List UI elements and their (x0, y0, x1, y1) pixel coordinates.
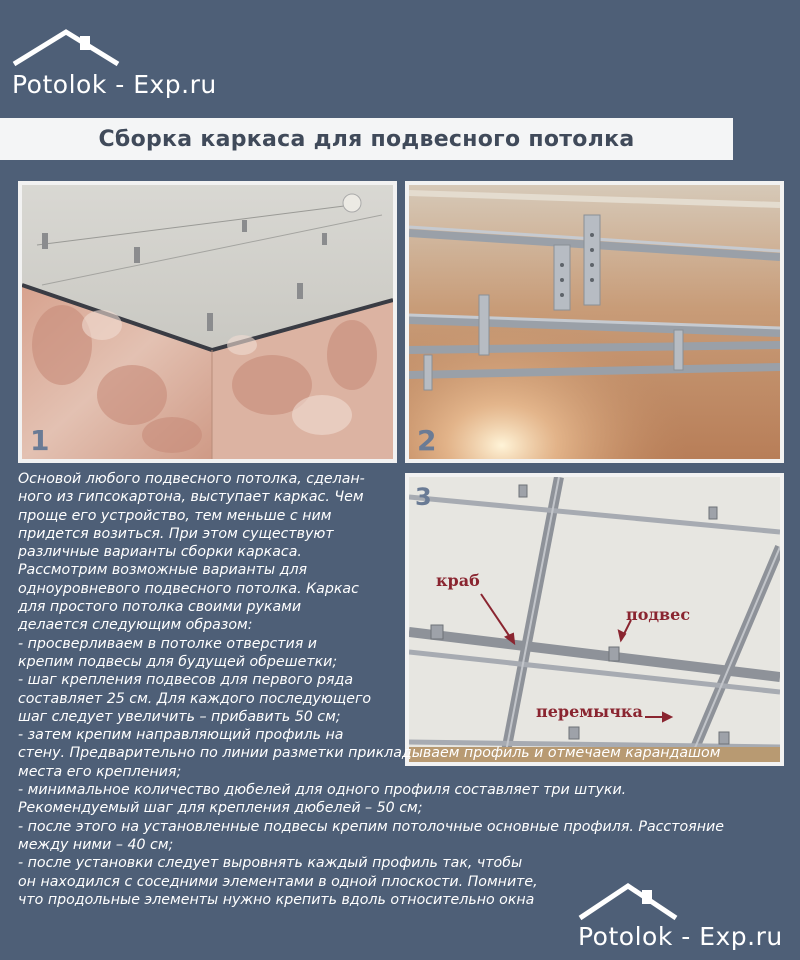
label-hanger: подвес (626, 605, 691, 624)
site-logo-footer[interactable] (578, 882, 783, 951)
article-line: между ними – 40 см; (18, 836, 174, 853)
article-line: - после установки следует выровнять каждый профиль так, чтобы (18, 855, 523, 872)
article-line: стену. Предварительно по линии разметки прикладываем профиль и отмечаем карандашом (18, 745, 721, 762)
article-line: он находился с соседними элементами в одной плоскости. Помните, (18, 873, 538, 890)
article-line: делается следующим образом: (18, 617, 253, 634)
article-line: Рассмотрим возможные варианты для (18, 562, 308, 579)
article-line: ного из гипсокартона, выступает каркас. Чем (18, 489, 364, 506)
photo-2-image (409, 185, 780, 459)
photo-number: 1 (30, 424, 50, 457)
article-line: крепим подвесы для будущей обрешетки; (18, 653, 338, 670)
article-line: для простого потолка своими руками (18, 599, 302, 616)
site-logo[interactable] (12, 28, 217, 99)
article-line: одноуровневого подвесного потолка. Каркас (18, 580, 359, 597)
site-name: Potolok - Exp.ru (12, 70, 217, 99)
page-title: Сборка каркаса для подвесного потолка (98, 126, 635, 152)
photo-1-ceiling-hangers (18, 181, 397, 463)
site-name: Potolok - Exp.ru (578, 922, 783, 951)
article-line: составляет 25 см. Для каждого последующего (18, 690, 372, 707)
photo-number: 3 (415, 483, 432, 511)
article-line: что продольные элементы нужно крепить вдоль относительно окна (18, 891, 535, 908)
label-crab: краб (436, 571, 480, 590)
article-line: придется возиться. При этом существуют (18, 525, 334, 542)
article-line: - после этого на установленные подвесы крепим потолочные основные профиля. Расстояние (18, 818, 724, 835)
photo-number: 2 (417, 424, 437, 457)
article-line: Рекомендуемый шаг для крепления дюбелей – 50 см; (18, 800, 423, 817)
label-crossbar: перемычка (536, 702, 643, 721)
article-line: - просверливаем в потолке отверстия и (18, 635, 318, 652)
house-roof-icon (578, 882, 688, 922)
house-roof-icon (12, 28, 132, 68)
article-line: места его крепления; (18, 763, 182, 780)
article-line: Основой любого подвесного потолка, сделан- (18, 471, 365, 487)
title-bar (0, 118, 733, 160)
photo-2-profiles-closeup (405, 181, 784, 463)
article-line: - минимальное количество дюбелей для одного профиля составляет три штуки. (18, 782, 627, 799)
article-line: - шаг крепления подвесов для первого ряда (18, 672, 354, 689)
article-line: шаг следует увеличить – прибавить 50 см; (18, 708, 341, 725)
article-text (18, 470, 798, 909)
photo-1-image (22, 185, 393, 459)
article-line: - затем крепим направляющий профиль на (18, 727, 344, 744)
article-line: проще его устройство, тем меньше с ним (18, 507, 332, 524)
article-line: различные варианты сборки каркаса. (18, 544, 302, 561)
